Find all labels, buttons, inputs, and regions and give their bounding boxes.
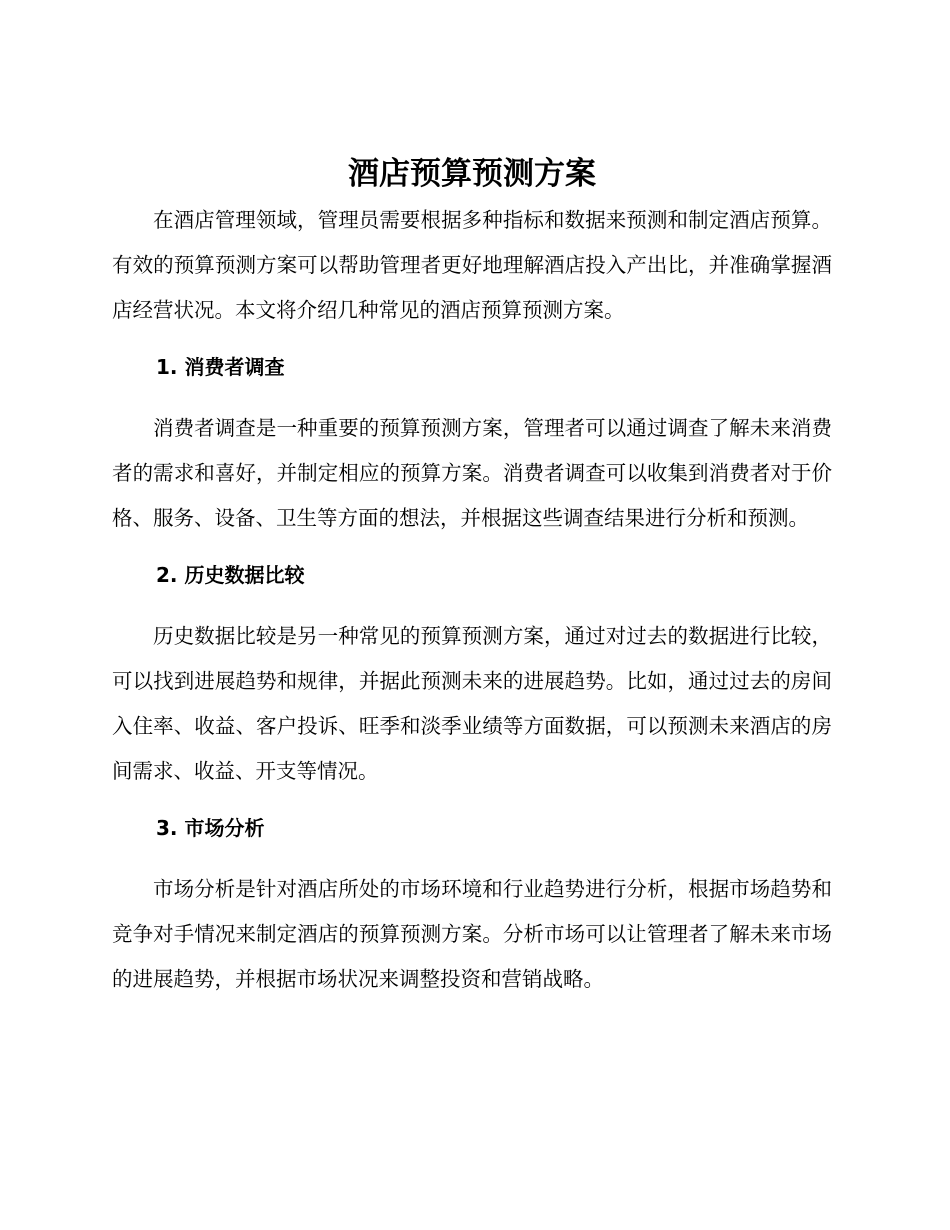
intro-paragraph: 在酒店管理领域，管理员需要根据多种指标和数据来预测和制定酒店预算。有效的预算预测方案可以帮助管理者更好地理解酒店投入产出比，并准确掌握酒店经营状况。本文将介绍几种常见的酒店预算预测方案。	[112, 208, 832, 322]
document-page	[112, 150, 832, 1002]
section-body-consumer-survey: 消费者调查是一种重要的预算预测方案，管理者可以通过调查了解未来消费者的需求和喜好，并制定相应的预算方案。消费者调查可以收集到消费者对于价格、服务、设备、卫生等方面的想法，并根据这些调查结果进行分析和预测。	[112, 416, 832, 530]
document-title: 酒店预算预测方案	[348, 156, 596, 192]
section-body-market-analysis: 市场分析是针对酒店所处的市场环境和行业趋势进行分析，根据市场趋势和竞争对手情况来制定酒店的预算预测方案。分析市场可以让管理者了解未来市场的进展趋势，并根据市场状况来调整投资和营销战略。	[112, 877, 832, 991]
section-heading-historical-data: 2. 历史数据比较	[156, 563, 305, 587]
section-body-historical-data: 历史数据比较是另一种常见的预算预测方案，通过对过去的数据进行比较，可以找到进展趋势和规律，并据此预测未来的进展趋势。比如，通过过去的房间入住率、收益、客户投诉、旺季和淡季业绩等方面数据，可以预测未来酒店的房间需求、收益、开支等情况。	[112, 624, 832, 783]
section-heading-market-analysis: 3. 市场分析	[156, 816, 265, 840]
section-heading-consumer-survey: 1. 消费者调查	[156, 355, 285, 379]
